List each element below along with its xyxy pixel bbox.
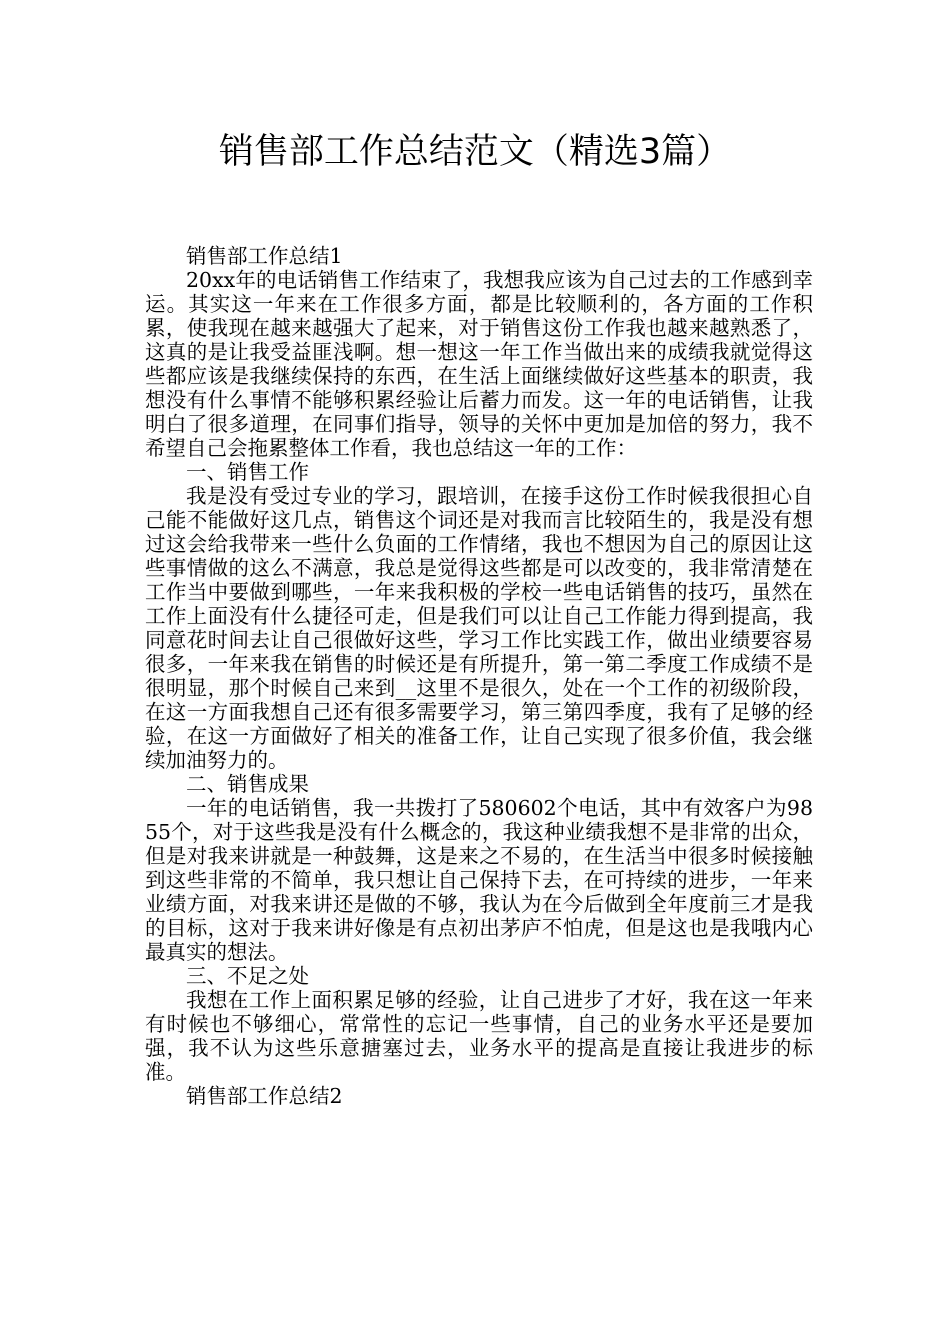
paragraph-intro: 20xx年的电话销售工作结束了，我想我应该为自己过去的工作感到幸运。其实这一年来在工作很多方面，都是比较顺利的，各方面的工作积累，使我现在越来越强大了起来，对于销售这份工作我也越来越熟悉了，这真的是让我受益匪浅啊。想一想这一年工作当做出来的成绩我就觉得这些都应该是我继续保持的东西，在生活上面继续做好这些基本的职责，我想没有什么事情不能够积累经验让后蓄力而发。这一年的电话销售，让我明白了很多道理，在同事们指导，领导的关怀中更加是加倍的努力，我不希望自己会拖累整体工作看，我也总结这一年的工作： bbox=[145, 268, 813, 460]
section-heading-sales-work: 一、销售工作 bbox=[186, 460, 309, 484]
paragraph-sales-results: 一年的电话销售，我一共拨打了580602个电话，其中有效客户为9855个，对于这些我是没有什么概念的，我这种业绩我想不是非常的出众，但是对我来讲就是一种鼓舞，这是来之不易的，在生活当中很多时候接触到这些非常的不简单，我只想让自己保持下去，在可持续的进步，一年来业绩方面，对我来讲还是做的不够，我认为在今后做到全年度前三才是我的目标，这对于我来讲好像是有点初出茅庐不怕虎，但是这也是我哦内心最真实的想法。 bbox=[145, 796, 813, 964]
paragraph-sales-work: 我是没有受过专业的学习，跟培训，在接手这份工作时候我很担心自己能不能做好这几点，销售这个词还是对我而言比较陌生的，我是没有想过这会给我带来一些什么负面的工作情绪，我也不想因为自己的原因让这些事情做的这么不满意，我总是觉得这些都是可以改变的，我非常清楚在工作当中要做到哪些，一年来我积极的学校一些电话销售的技巧，虽然在工作上面没有什么捷径可走，但是我们可以让自己工作能力得到提高，我同意花时间去让自己很做好这些，学习工作比实践工作，做出业绩要容易很多，一年来我在销售的时候还是有所提升，第一第二季度工作成绩不是很明显，那个时候自己来到__这里不是很久，处在一个工作的初级阶段，在这一方面我想自己还有很多需要学习，第三第四季度，我有了足够的经验，在这一方面做好了相关的准备工作，让自己实现了很多价值，我会继续加油努力的。 bbox=[145, 484, 813, 772]
section-heading-summary-1: 销售部工作总结1 bbox=[186, 244, 343, 268]
section-heading-summary-2: 销售部工作总结2 bbox=[186, 1084, 343, 1108]
section-heading-shortcomings: 三、不足之处 bbox=[186, 964, 309, 988]
section-heading-sales-results: 二、销售成果 bbox=[186, 772, 309, 796]
document-body bbox=[145, 244, 813, 1108]
document-title: 销售部工作总结范文（精选3篇） bbox=[218, 132, 732, 172]
paragraph-shortcomings: 我想在工作上面积累足够的经验，让自己进步了才好，我在这一年来有时候也不够细心，常常性的忘记一些事情，自己的业务水平还是要加强，我不认为这些乐意搪塞过去，业务水平的提高是直接让我进步的标准。 bbox=[145, 988, 813, 1084]
